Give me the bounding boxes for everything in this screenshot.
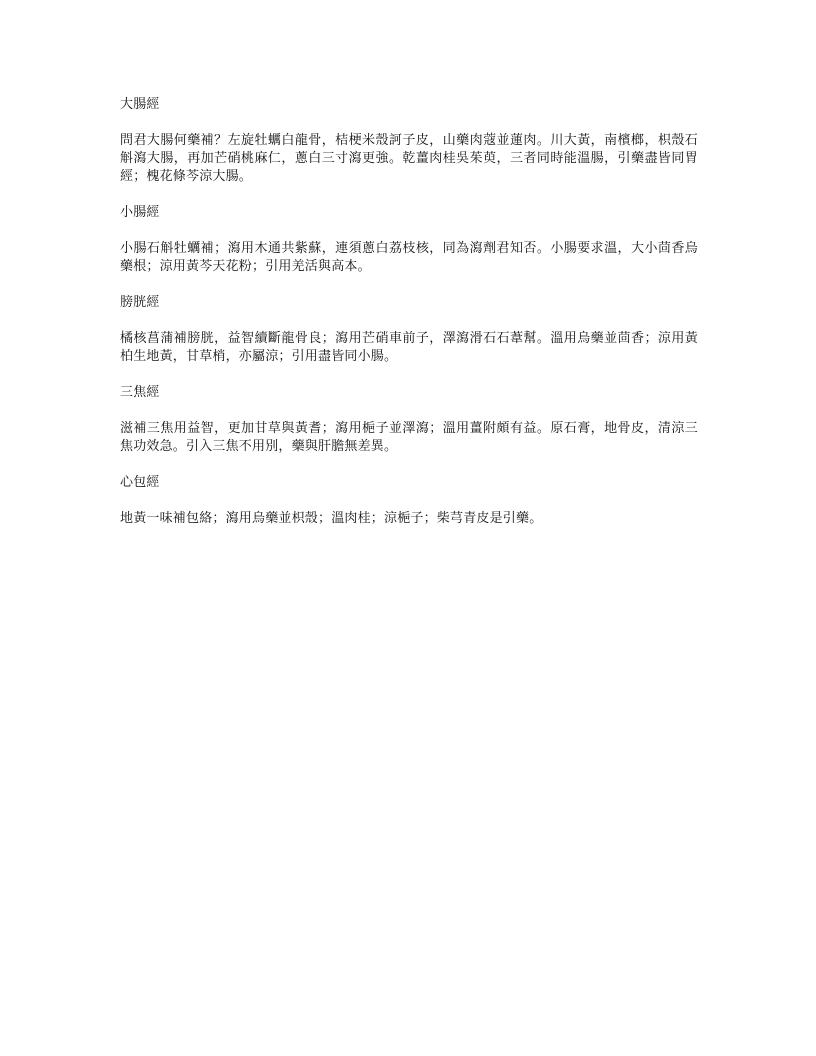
section-title-small-intestine: 小腸經 [120, 205, 160, 220]
document-page [120, 96, 698, 546]
section-title-large-intestine: 大腸經 [120, 97, 160, 112]
section-text-small-intestine: 小腸石斛牡蠣補；瀉用木通共紫蘇，連須蔥白荔枝核，同為瀉劑君知否。小腸要求溫，大小茴香烏藥根；涼用黃芩天花粉；引用羌活與高本。 [120, 241, 698, 274]
section-title-bladder: 膀胱經 [120, 295, 160, 310]
section-text-pericardium: 地黃一味補包絡；瀉用烏藥並枳殼；溫肉桂；涼梔子；柴芎青皮是引藥。 [120, 511, 543, 526]
section-text-triple-burner: 滋補三焦用益智，更加甘草與黃耆；瀉用梔子並澤瀉；溫用薑附頗有益。原石膏，地骨皮，清涼三焦功效急。引入三焦不用別，藥與肝膽無差異。 [120, 421, 698, 454]
section-text-large-intestine: 問君大腸何藥補？左旋牡蠣白龍骨，桔梗米殼訶子皮，山藥肉蔻並蓮肉。川大黃，南檳榔，枳殼石斛瀉大腸，再加芒硝桃麻仁，蔥白三寸瀉更強。乾薑肉桂吳茱萸，三者同時能溫腸，引藥盡皆同胃經；槐花條芩涼大腸。 [120, 133, 698, 184]
section-text-bladder: 橘核菖蒲補膀胱，益智續斷龍骨良；瀉用芒硝車前子，澤瀉滑石石葦幫。溫用烏藥並茴香；涼用黃柏生地黃，甘草梢，亦屬涼；引用盡皆同小腸。 [120, 331, 698, 364]
section-title-pericardium: 心包經 [120, 475, 160, 490]
section-title-triple-burner: 三焦經 [120, 385, 160, 400]
